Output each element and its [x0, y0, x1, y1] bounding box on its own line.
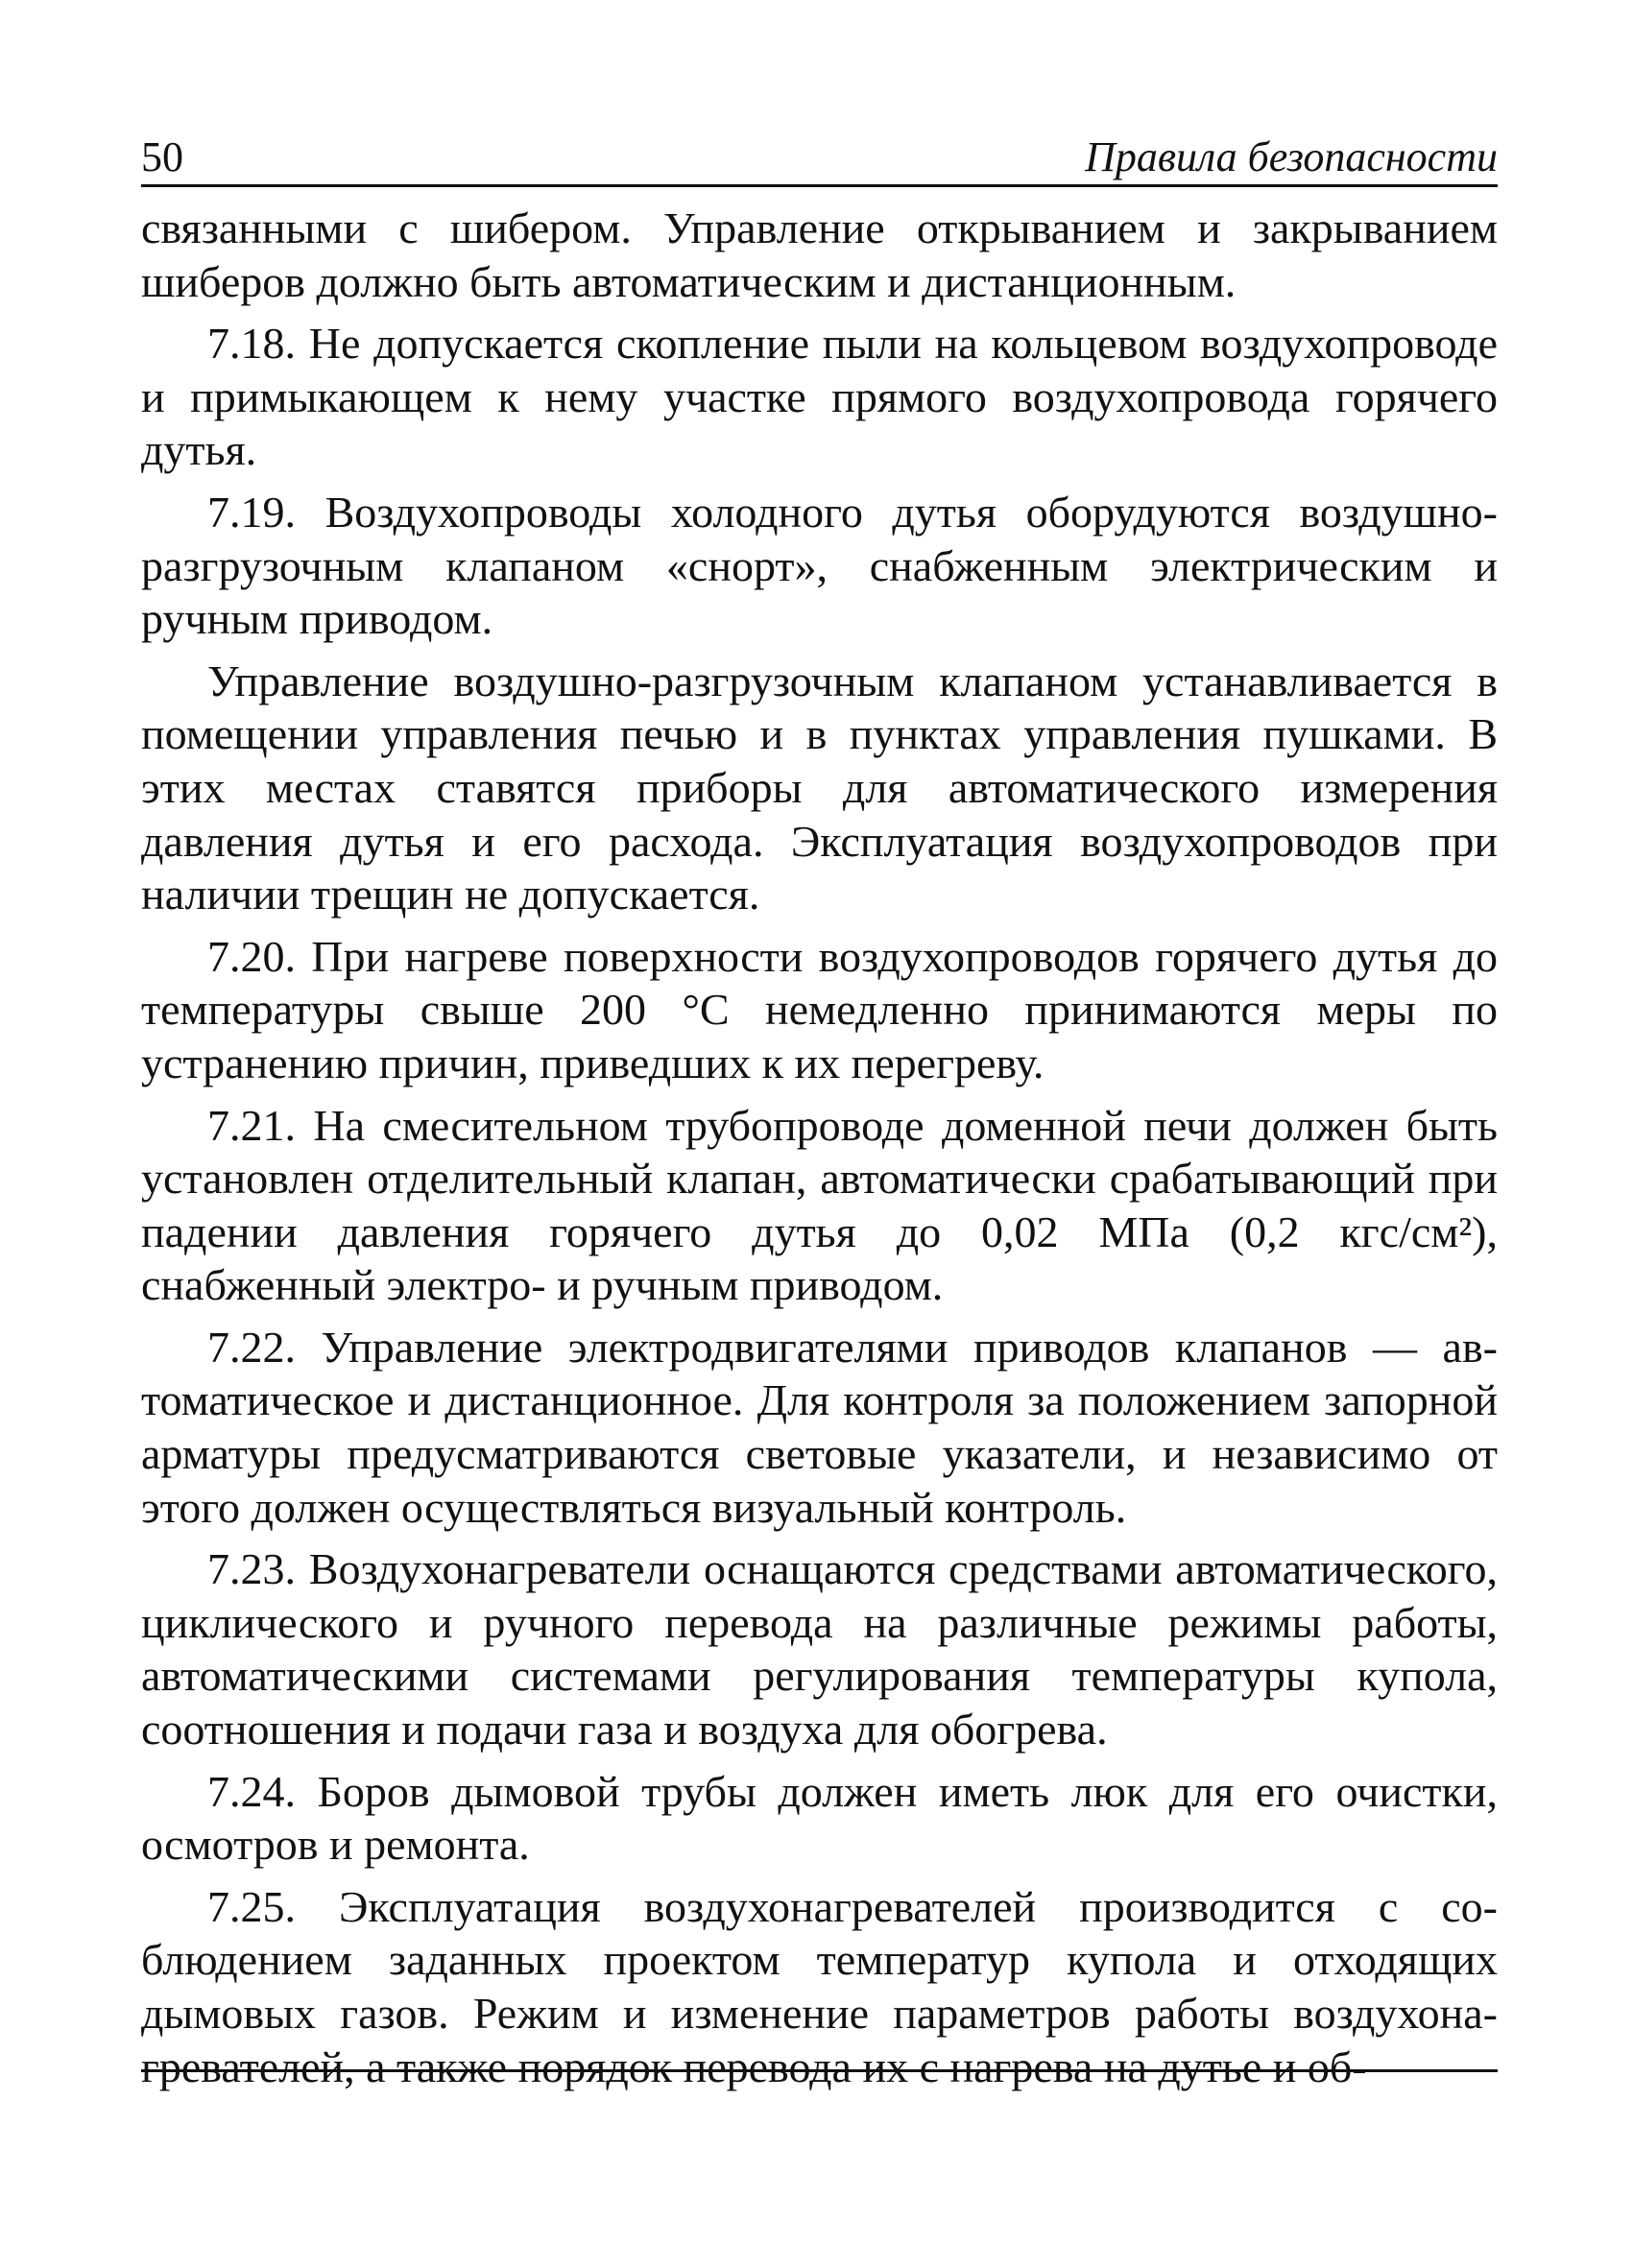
paragraph-7-19-control: Управление воздушно-разгрузочным клапаном устанавливается в помещении управления печью и в пунктах управления пушками. В этих местах ставятся приборы для автоматического измерения давления дутья и его расхода. Эксплуатация воздухопроводов при наличии трещин не допускается.	[141, 656, 1498, 919]
paragraph-7-19: 7.19. Воздухопроводы холодного дутья оборудуются воздушно-разгрузочным клапаном «снорт», снабженным электрическим и ручным приводом.	[141, 487, 1498, 644]
paragraph-7-24: 7.24. Боров дымовой трубы должен иметь люк для его очистки, осмотров и ремонта.	[141, 1766, 1498, 1870]
paragraph-7-25: 7.25. Эксплуатация воздухонагревателей производится с соблюдением заданных проектом температур купола и отходящих дымовых газов. Режим и изменение параметров работы воздухонагревателей, а также порядок перевода их с нагрева на дутье и об-	[141, 1881, 1498, 2091]
page-number: 50	[141, 133, 183, 180]
page-header	[141, 127, 1498, 187]
running-title: Правила безопасности	[1085, 133, 1498, 180]
page-body	[141, 202, 1498, 2102]
paragraph-7-21: 7.21. На смесительном трубопроводе доменной печи должен быть установлен отделительный клапан, автоматически срабатывающий при падении давления горячего дутья до 0,02 МПа (0,2 кгс/см²), снабженный электро- и ручным приводом.	[141, 1100, 1498, 1310]
footer-rule	[141, 2069, 1498, 2072]
paragraph-7-22: 7.22. Управление электродвигателями приводов клапанов — автоматическое и дистанционное. Для контроля за положением запорной арматуры предусматриваются световые указатели, и независимо от этого должен осуществляться визуальный контроль.	[141, 1322, 1498, 1532]
paragraph-continuation: связанными с шибером. Управление открыванием и закрыванием шиберов должно быть автоматическим и дистанционным.	[141, 203, 1498, 306]
paragraph-7-18: 7.18. Не допускается скопление пыли на кольцевом воздухопроводе и примыкающем к нему участке прямого воздухопровода горячего дутья.	[141, 319, 1498, 475]
paragraph-7-23: 7.23. Воздухонагреватели оснащаются средствами автоматического, циклического и ручного перевода на различные режимы работы, автоматическими системами регулирования температуры купола, соотношения и подачи газа и воздуха для обогрева.	[141, 1544, 1498, 1755]
paragraph-7-20: 7.20. При нагреве поверхности воздухопроводов горячего дутья до температуры свыше 200 °С немедленно принимаются меры по устранению причин, приведших к их перегреву.	[141, 931, 1498, 1087]
